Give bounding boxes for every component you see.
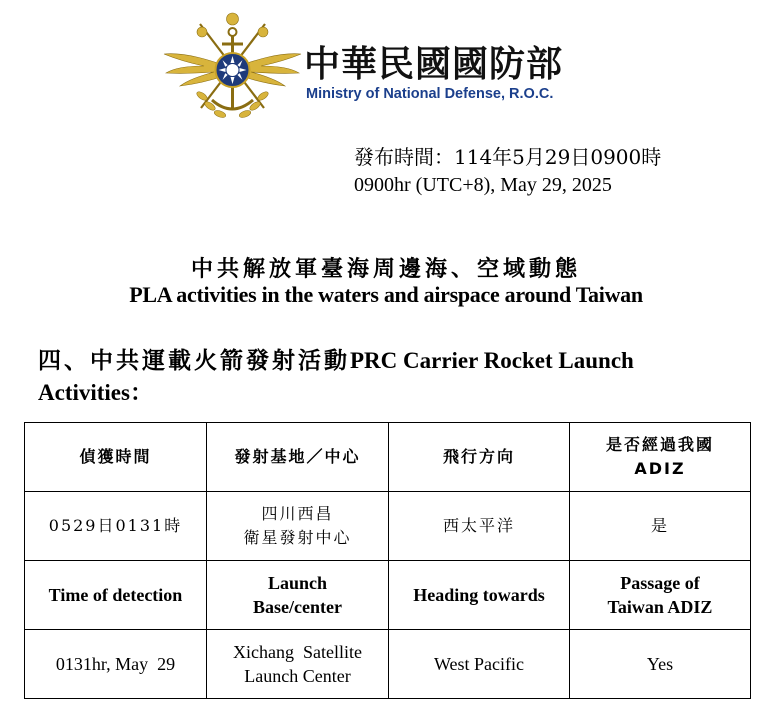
cell-base-zh — [207, 492, 389, 561]
org-name-en: Ministry of National Defense, R.O.C. — [306, 86, 554, 102]
cell-base-en-line1: Xichang Satellite — [233, 642, 362, 662]
launch-activities-table — [24, 422, 751, 699]
header-heading-zh: 飛行方向 — [389, 423, 570, 492]
table-row-zh — [25, 492, 751, 561]
cell-heading-en: West Pacific — [389, 630, 570, 699]
cell-base-en-line2: Launch Center — [244, 666, 351, 686]
table-row-en — [25, 630, 751, 699]
section-heading-en: PRC Carrier Rocket Launch Activities — [38, 348, 634, 405]
mnd-emblem-icon — [160, 10, 305, 128]
cell-base-zh-line1: 四川西昌 — [261, 504, 334, 523]
cell-time-en: 0131hr, May 29 — [25, 630, 207, 699]
header-passage-en-line1: Passage of — [620, 573, 700, 593]
header-passage-zh-line1: 是否經過我國 — [605, 435, 714, 454]
header-base-en-line2: Base/center — [253, 597, 342, 617]
header-time-zh: 偵獲時間 — [25, 423, 207, 492]
org-name-zh: 中華民國國防部 — [304, 44, 564, 85]
release-time-zh: 發布時間：114年5月29日0900時 — [354, 145, 662, 169]
cell-base-en — [207, 630, 389, 699]
section-heading — [38, 345, 718, 409]
header-base-en-line1: Launch — [267, 573, 328, 593]
table-header-row-en — [25, 561, 751, 630]
page-title-zh: 中共解放軍臺海周邊海、空域動態 — [190, 256, 581, 282]
header-time-en: Time of detection — [25, 561, 207, 630]
cell-base-zh-line2: 衛星發射中心 — [243, 528, 352, 547]
header-passage-zh-line2: ADIZ — [634, 459, 686, 478]
section-heading-suffix: ： — [129, 380, 153, 405]
header-heading-en: Heading towards — [389, 561, 570, 630]
release-time-en: 0900hr (UTC+8), May 29, 2025 — [354, 174, 612, 196]
header-base-zh: 發射基地／中心 — [207, 423, 389, 492]
page-title-en: PLA activities in the waters and airspace around Taiwan — [129, 282, 643, 307]
section-heading-zh: 四、中共運載火箭發射活動 — [38, 347, 350, 374]
header-passage-en-line2: Taiwan ADIZ — [607, 597, 713, 617]
cell-passage-zh: 是 — [570, 492, 751, 561]
header-passage-zh — [570, 423, 751, 492]
cell-heading-zh: 西太平洋 — [389, 492, 570, 561]
header-base-en — [207, 561, 389, 630]
cell-time-zh: 0529日0131時 — [25, 492, 207, 561]
table-header-row-zh — [25, 423, 751, 492]
cell-passage-en: Yes — [570, 630, 751, 699]
header-passage-en — [570, 561, 751, 630]
